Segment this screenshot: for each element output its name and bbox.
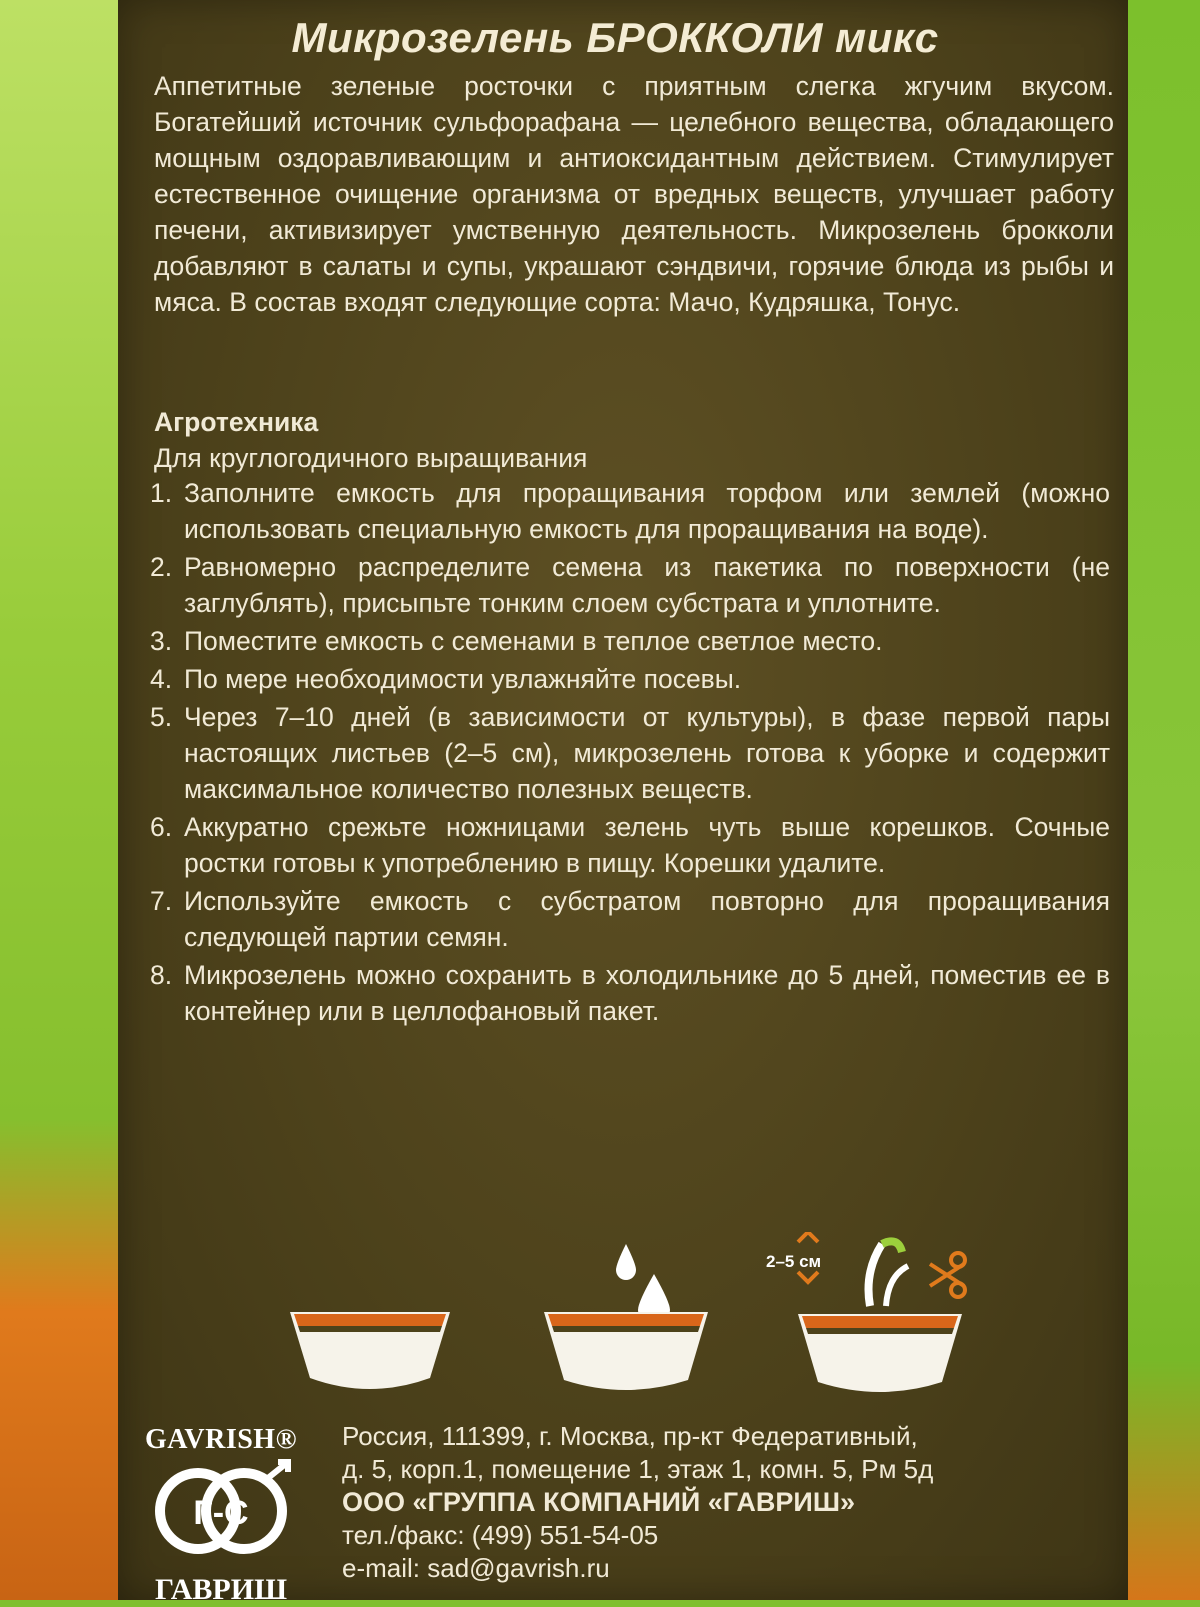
bowl-with-soil-icon bbox=[280, 1300, 460, 1400]
step-text: Аккуратно срежьте ножницами зелень чуть выше корешков. Сочные ростки готовы к употреблению в пищу. Корешки удалите. bbox=[184, 812, 1110, 878]
step-number: 4. bbox=[150, 664, 173, 694]
email: e-mail: sad@gavrish.ru bbox=[342, 1553, 610, 1583]
step-text: По мере необходимости увлажняйте посевы. bbox=[184, 664, 742, 694]
scissors-icon bbox=[930, 1253, 965, 1297]
step-number: 3. bbox=[150, 626, 173, 656]
company-name: ООО «ГРУППА КОМПАНИЙ «ГАВРИШ» bbox=[342, 1487, 855, 1517]
manufacturer-info bbox=[342, 1420, 1122, 1585]
step-text: Заполните емкость для проращивания торфом или землей (можно использовать специальную емкость для проращивания на воде). bbox=[184, 478, 1110, 544]
step-item bbox=[150, 623, 1110, 659]
brand-block bbox=[136, 1424, 306, 1607]
sprout-height-label: 2–5 см bbox=[766, 1252, 822, 1271]
logo-text: Г-С bbox=[193, 1494, 249, 1532]
step-item bbox=[150, 809, 1110, 881]
step-text: Поместите емкость с семенами в теплое светлое место. bbox=[184, 626, 883, 656]
step-text: Используйте емкость с субстратом повторно для проращивания следующей партии семян. bbox=[184, 886, 1110, 952]
step-number: 8. bbox=[150, 960, 173, 990]
step-number: 5. bbox=[150, 702, 173, 732]
arrow-up-icon bbox=[798, 1232, 818, 1242]
product-description bbox=[154, 68, 1114, 320]
step-number: 1. bbox=[150, 478, 173, 508]
brand-name-ru: ГАВРИШ bbox=[154, 1573, 288, 1606]
water-drop-small-icon bbox=[616, 1244, 636, 1280]
description-paragraph: Аппетитные зеленые росточки с приятным слегка жгучим вкусом. Богатейший источник сульфорафана — целебного вещества, обладающего мощным оздоравливающим и антиоксидантным действием. Стимулирует естественное очищение организма от вредных веществ, улучшает работу печени, активизирует умственную деятельность. Микрозелень брокколи добавляют в салаты и супы, украшают сэндвичи, горячие блюда из рыбы и мяса. В состав входят следующие сорта: Мачо, Кудряшка, Тонус. bbox=[154, 71, 1114, 317]
agrotechnics-subheading: Для круглогодичного выращивания bbox=[154, 443, 588, 473]
step-item bbox=[150, 883, 1110, 955]
brand-name-en: GAVRISH® bbox=[145, 1424, 297, 1455]
step-item bbox=[150, 661, 1110, 697]
step-item bbox=[150, 957, 1110, 1029]
steps-list bbox=[150, 475, 1110, 1031]
step-item bbox=[150, 699, 1110, 807]
agrotechnics-heading: Агротехника bbox=[154, 407, 319, 437]
step-number: 7. bbox=[150, 886, 173, 916]
gavrish-logo bbox=[146, 1456, 296, 1566]
sprout-icon bbox=[869, 1244, 883, 1306]
step-text: Равномерно распределите семена из пакетика по поверхности (не заглублять), присыпьте тонким слоем субстрата и уплотните. bbox=[184, 552, 1110, 618]
step-item bbox=[150, 475, 1110, 547]
phone: тел./факс: (499) 551-54-05 bbox=[342, 1520, 659, 1550]
step-text: Микрозелень можно сохранить в холодильнике до 5 дней, поместив ее в контейнер или в целлофановый пакет. bbox=[184, 960, 1110, 1026]
address-line-2: д. 5, корп.1, помещение 1, этаж 1, комн. 5, Рм 5д bbox=[342, 1454, 934, 1484]
step-text: Через 7–10 дней (в зависимости от культуры), в фазе первой пары настоящих листьев (2–5 см), микрозелень готова к уборке и содержит максимальное количество полезных веществ. bbox=[184, 702, 1110, 804]
product-title: Микрозелень БРОККОЛИ микс bbox=[291, 14, 939, 61]
step-item bbox=[150, 549, 1110, 621]
arrow-down-icon bbox=[798, 1272, 818, 1282]
bowl-with-water-drops-icon bbox=[536, 1230, 716, 1400]
step-number: 6. bbox=[150, 812, 173, 842]
step-number: 2. bbox=[150, 552, 173, 582]
address-line-1: Россия, 111399, г. Москва, пр-кт Федеративный, bbox=[342, 1421, 918, 1451]
